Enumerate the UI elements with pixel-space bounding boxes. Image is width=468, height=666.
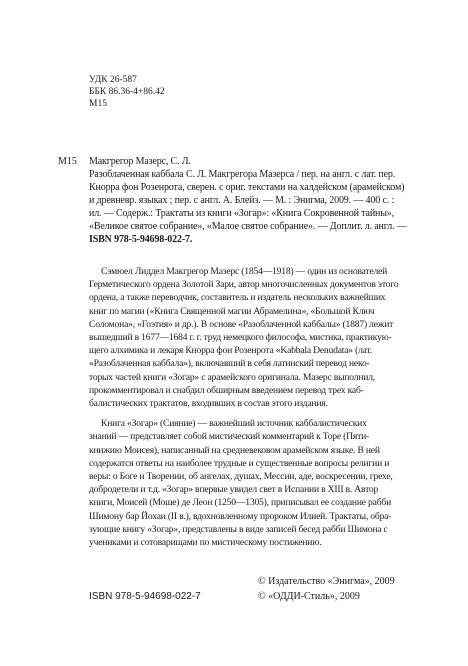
annotation-line: содержатся ответы на наиболее трудные и существенные вопросы религии и [89, 457, 390, 469]
copyright-design: © «ОДДИ-Стиль», 2009 [258, 591, 360, 602]
annotation-line: Соломона», «Гоэтия» и др.). В основе «Разоблаченной каббалы» (1887) лежит [89, 318, 394, 330]
biblio-line: Макгрегор Мазерс, С. Л. [89, 156, 191, 167]
isbn: ISBN 978-5-94698-022-7 [89, 591, 201, 602]
annotation-line: добродетели и т.д. «Зогар» впервые увидел свет в Испании в XIII в. Автор [89, 484, 379, 496]
annotation-line: ордена, а также переводчик, составитель и издатель нескольких важнейших [89, 292, 386, 304]
annotation-line: книг по магии («Книга Священной магии Абрамелина», «Большой Ключ [89, 305, 375, 317]
annotation-line: Книга «Зогар» (Сияние) — важнейший источник каббалистических [101, 418, 367, 430]
biblio-line: «Великое святое собрание», «Малое святое собрание». — Доплит. л. англ. — [89, 221, 407, 232]
bibliographic-description [89, 155, 411, 246]
annotation-line: книги, Моисей (Моше) де Леон (1250—1305), приписывал ее создание рабби [89, 497, 391, 509]
annotation [89, 265, 412, 549]
annotation-line: Шимону бар Йохаи (II в.), вдохновленному пророком Илией. Трактаты, обра- [89, 510, 392, 522]
annotation-line: веры: о Боге и Творении, об ангелах, душах, Мессии, аде, воскресении, грехе, [89, 471, 393, 483]
annotation-line: знаний — представляет собой мистический комментарий к Торе (Пяти- [89, 431, 370, 443]
side-author-mark: М15 [58, 156, 77, 167]
biblio-line: и древневр. языках ; пер. с англ. А. Блейз. — М. : Энигма, 2009. — 400 с. : [89, 195, 395, 206]
annotation-line: балистических трактатов, входивших в состав этого издания. [89, 398, 328, 410]
annotation-line: прокомментировал и снабдил обширным введением перевод трех каб- [89, 384, 364, 396]
bbk-code: ББК 86.36-4+86.42 [89, 87, 165, 97]
copyright-publisher: © Издательство «Энигма», 2009 [258, 576, 395, 587]
annotation-line: торых частей книги «Зогар» с арамейского оригинала. Мазерс выполнил, [89, 371, 375, 383]
annotation-line: Герметического ордена Золотой Зари, автор многочисленных документов этого [89, 279, 399, 291]
annotation-line: Сэмюел Лиддел Макгрегор Мазерс (1854—1918) — один из основателей [101, 266, 388, 277]
annotation-line: вышедший в 1677—1684 г. г. труд немецкого философа, мистика, практикую- [89, 332, 392, 344]
annotation-line: щего алхимика и лекаря Кнорра фон Розенрота «Kabbala Denudata» (лат. [89, 345, 372, 357]
annotation-line: «Разоблаченная каббала»), включавший в себя латинский перевод неко- [89, 358, 370, 370]
biblio-line: Кнорра фон Розенрота, сверен. с ориг. текстами на халдейском (арамейском) [89, 182, 405, 193]
biblio-line: Разоблаченная каббала С. Л. Макгрегора Мазерса / пер. на англ. с лат. пер. [89, 169, 396, 180]
copyright-block [258, 574, 395, 604]
annotation-line: зующие книгу «Зогар», представлены в виде записей бесед рабби Шимона с [89, 523, 388, 535]
biblio-isbn-line: ISBN 978-5-94698-022-7. [89, 234, 193, 245]
annotation-line: книжию Моисея), написанный на средневековом арамейском языке. В ней [89, 444, 380, 456]
udk-code: УДК 26-587 [89, 75, 137, 85]
classification-block [89, 74, 165, 110]
author-mark: М15 [89, 99, 107, 109]
biblio-line: ил. — Содерж.: Трактаты из книги «Зогар»: «Книга Сокровенной тайны», [89, 208, 394, 219]
annotation-line: учениками и сотоварищами по мистическому постижению. [89, 537, 322, 549]
